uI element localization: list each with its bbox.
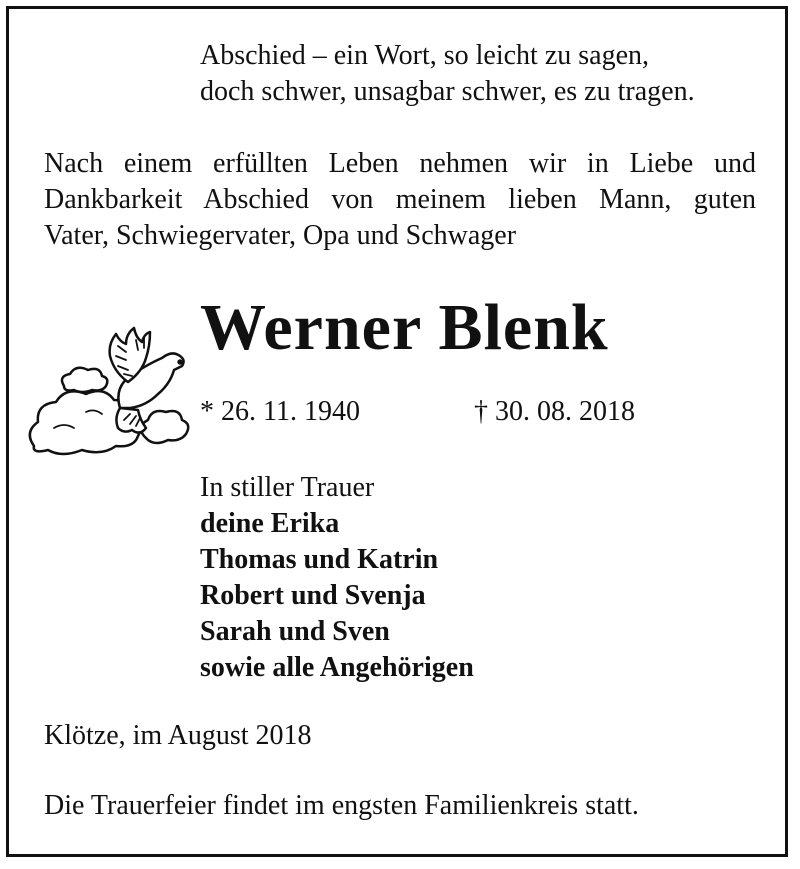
intro-line: Dankbarkeit Abschied von meinem lieben Mann, guten: [44, 184, 756, 215]
mourner-name: deine Erika: [200, 508, 340, 539]
place-and-date: Klötze, im August 2018: [44, 720, 312, 751]
death-date: † 30. 08. 2018: [474, 396, 635, 427]
funeral-note: Die Trauerfeier findet im engsten Familienkreis statt.: [44, 790, 639, 821]
intro-line: Vater, Schwiegervater, Opa und Schwager: [44, 220, 517, 251]
mourners-heading: In stiller Trauer: [200, 472, 375, 503]
deceased-name: Werner Blenk: [200, 291, 609, 364]
mourner-name: sowie alle Angehörigen: [200, 652, 474, 683]
birth-date: * 26. 11. 1940: [200, 396, 360, 427]
mourners-block: [200, 470, 474, 686]
intro-text: [44, 146, 756, 254]
mourner-name: Robert und Svenja: [200, 580, 426, 611]
poem: [200, 38, 695, 110]
poem-line: doch schwer, unsagbar schwer, es zu tragen.: [200, 76, 695, 107]
mourner-name: Thomas und Katrin: [200, 544, 439, 575]
poem-line: Abschied – ein Wort, so leicht zu sagen,: [200, 40, 650, 71]
mourner-name: Sarah und Sven: [200, 616, 390, 647]
dove-on-clouds-icon: [24, 316, 200, 476]
intro-line: Nach einem erfüllten Leben nehmen wir in Liebe und: [44, 148, 756, 179]
